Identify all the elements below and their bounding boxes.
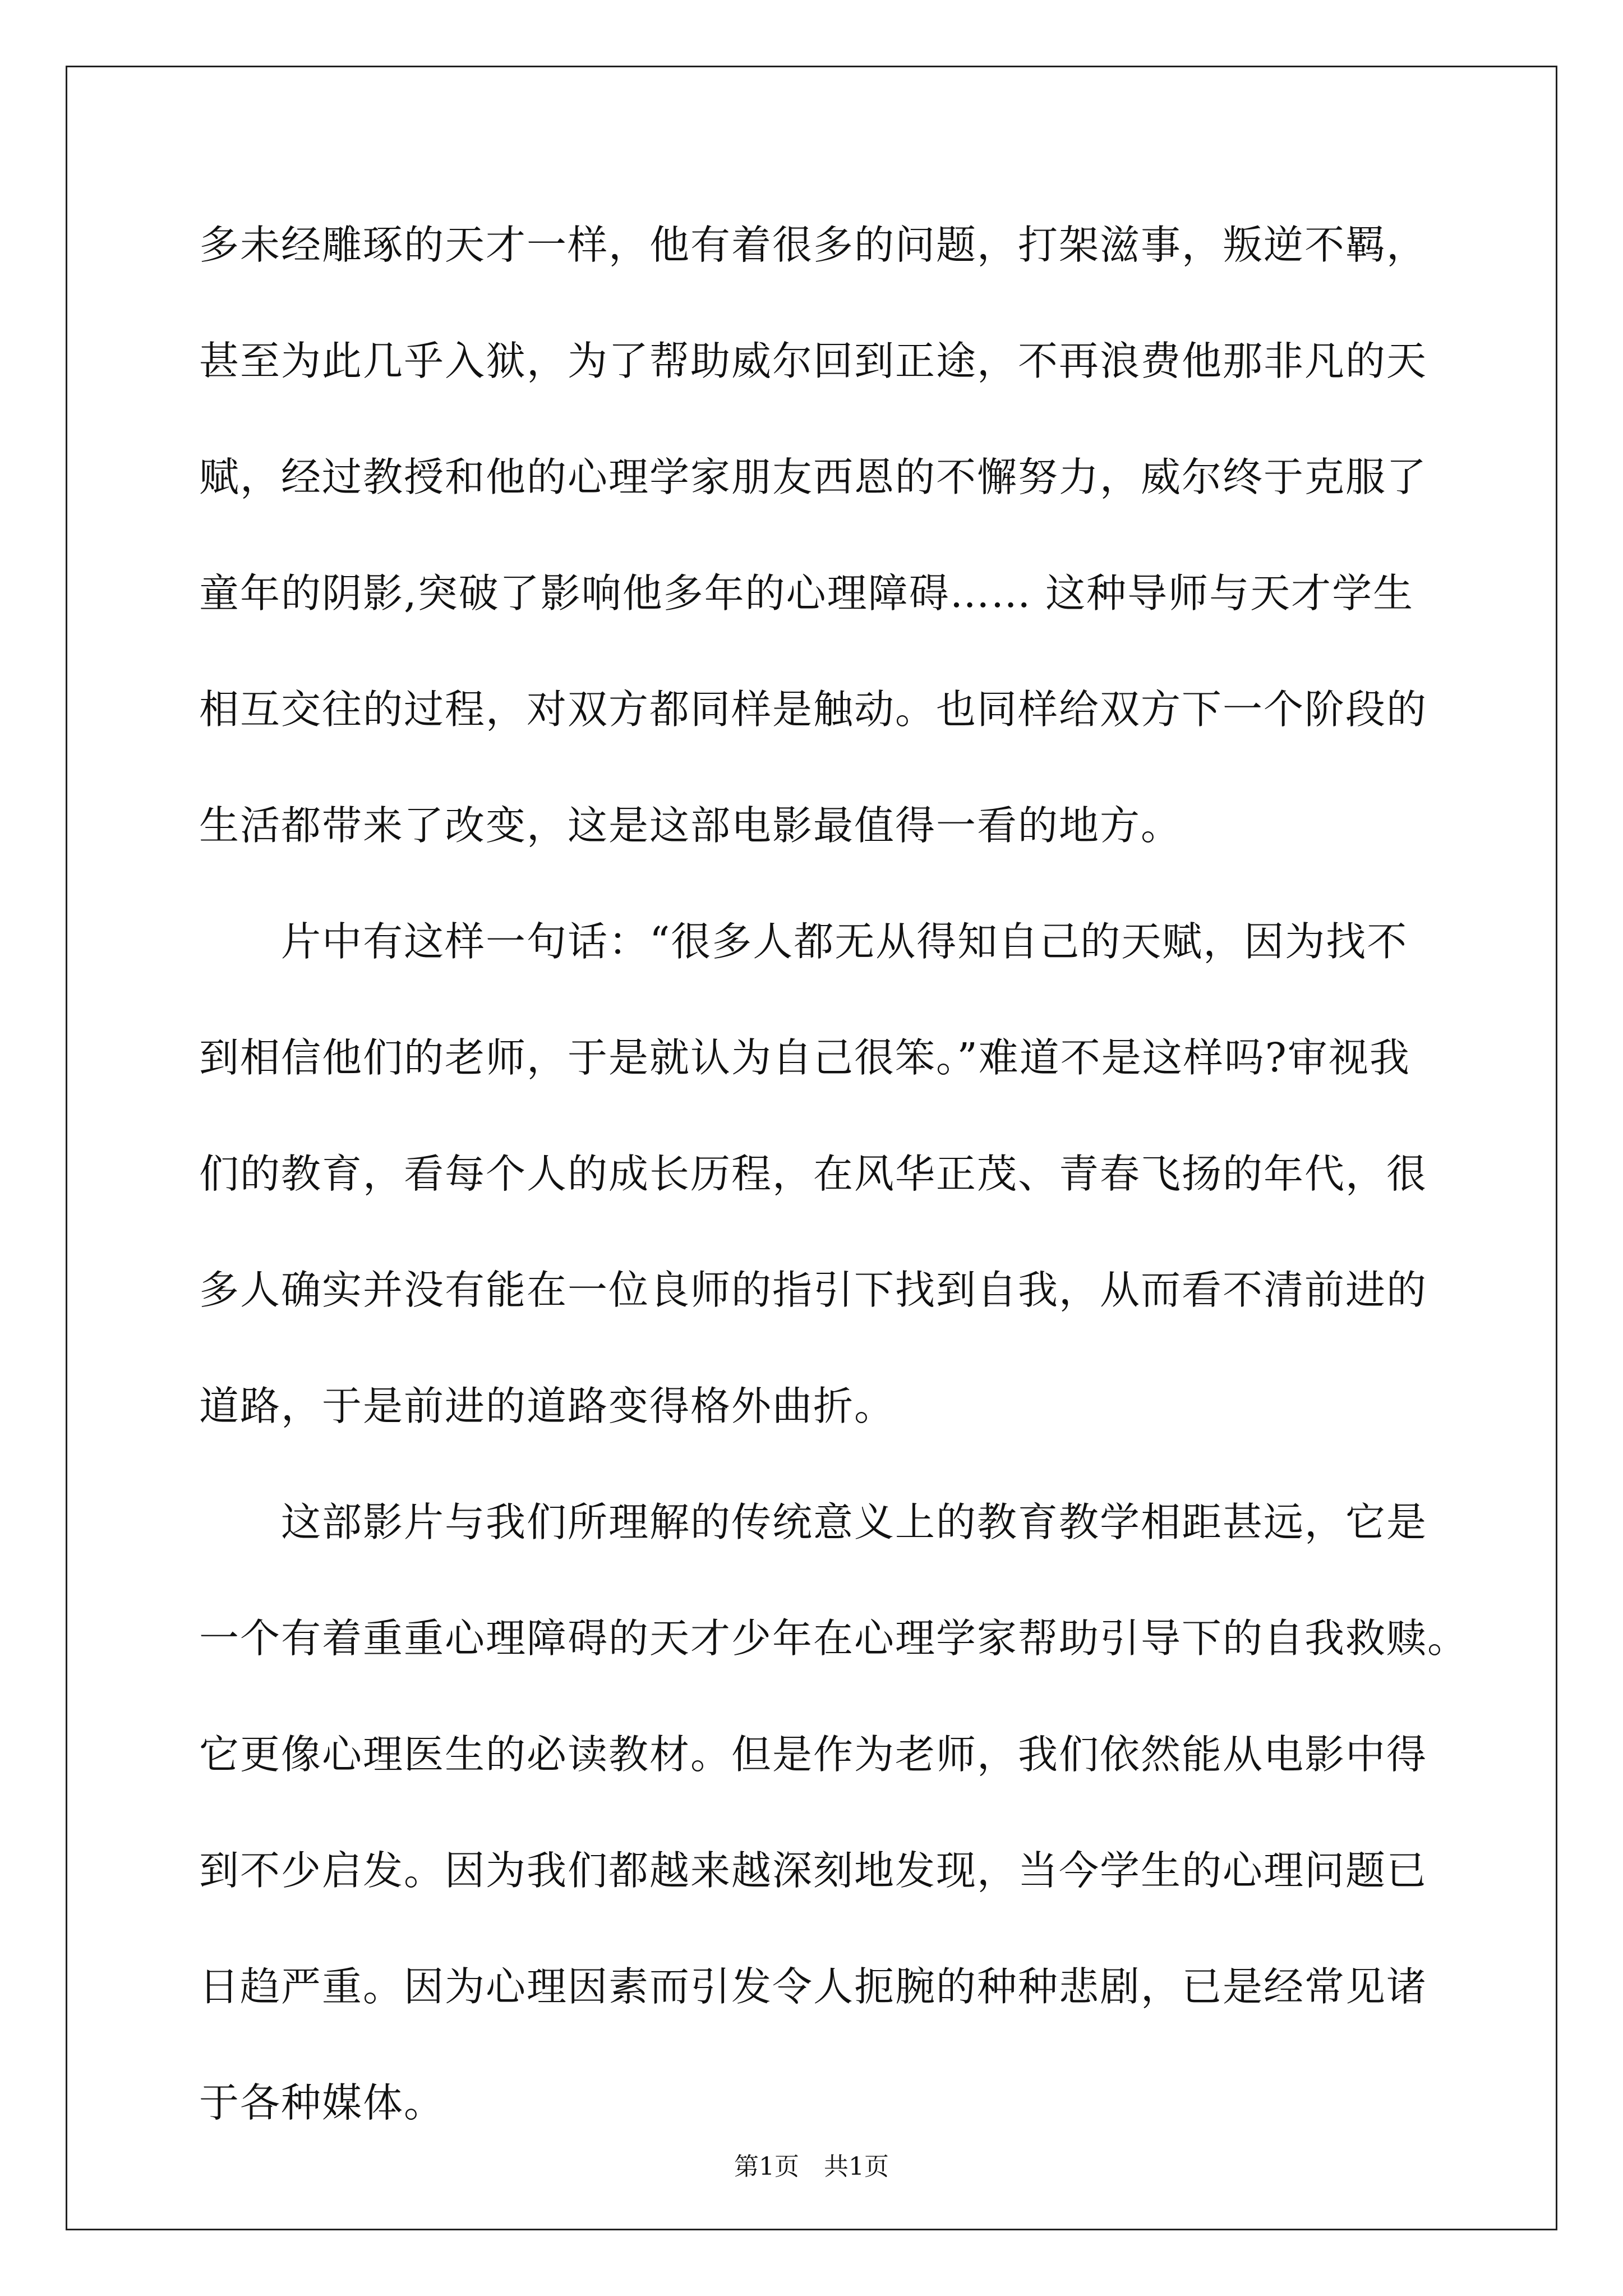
body-text-line: 到相信他们的老师，于是就认为自己很笨。”难道不是这样吗?审视我 (199, 1034, 1410, 1081)
body-text-line: 到不少启发。因为我们都越来越深刻地发现，当今学生的心理问题已 (199, 1847, 1428, 1894)
body-text-line: 生活都带来了改变，这是这部电影最值得一看的地方。 (199, 802, 1182, 849)
body-text-line: 多人确实并没有能在一位良师的指引下找到自我，从而看不清前进的 (199, 1267, 1428, 1313)
page-border (66, 66, 1557, 2230)
body-text-line: 一个有着重重心理障碍的天才少年在心理学家帮助引导下的自我救赎。 (199, 1615, 1469, 1662)
body-text-line: 多未经雕琢的天才一样，他有着很多的问题，打架滋事，叛逆不羁， (199, 222, 1428, 268)
body-text-line: 它更像心理医生的必读教材。但是作为老师，我们依然能从电影中得 (199, 1731, 1428, 1778)
body-text-line: 相互交往的过程，对双方都同样是触动。也同样给双方下一个阶段的 (199, 686, 1428, 733)
body-text-line: 甚至为此几乎入狱，为了帮助威尔回到正途，不再浪费他那非凡的天 (199, 338, 1428, 384)
page-number-footer: 第1页 共1页 (734, 2152, 889, 2181)
body-text-line: 日趋严重。因为心理因素而引发令人扼腕的种种悲剧，已是经常见诸 (199, 1963, 1428, 2010)
body-text-line: 童年的阴影,突破了影响他多年的心理障碍…… 这种导师与天才学生 (199, 570, 1414, 616)
body-text-line: 道路，于是前进的道路变得格外曲折。 (199, 1383, 896, 1429)
body-text-line: 赋，经过教授和他的心理学家朋友西恩的不懈努力，威尔终于克服了 (199, 454, 1428, 500)
body-text-line: 片中有这样一句话：“很多人都无从得知自己的天赋，因为找不 (199, 918, 1408, 965)
body-text-line: 们的教育，看每个人的成长历程，在风华正茂、青春飞扬的年代，很 (199, 1151, 1428, 1197)
body-text-line: 于各种媒体。 (199, 2079, 445, 2126)
body-text-line: 这部影片与我们所理解的传统意义上的教育教学相距甚远，它是 (199, 1499, 1428, 1545)
